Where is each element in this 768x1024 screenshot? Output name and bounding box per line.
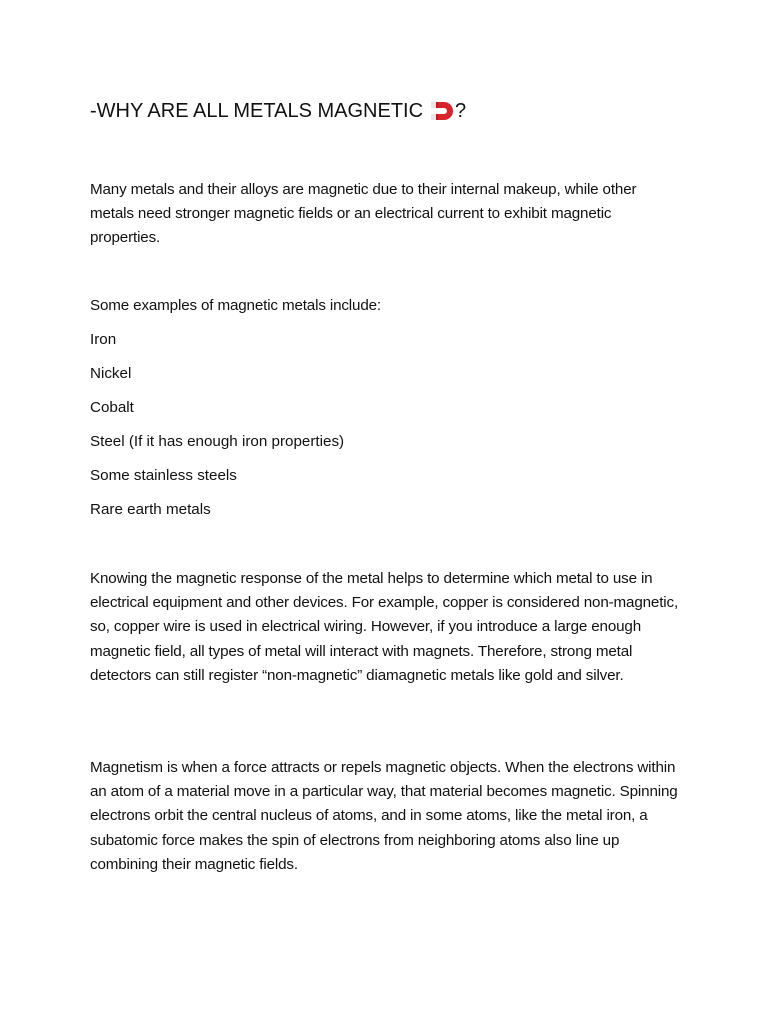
title-suffix: ? bbox=[455, 100, 467, 122]
list-item: Steel (If it has enough iron properties) bbox=[90, 433, 345, 450]
title-text: -WHY ARE ALL METALS MAGNETIC bbox=[90, 100, 424, 122]
list-item: Iron bbox=[90, 331, 117, 348]
paragraph-magnetic-response: Knowing the magnetic response of the metal helps to determine which metal to use in electrical equipment and other devices. For example, copper is considered non-magnetic, so, copper wire is used in electrical wiring. However, if you introduce a large enough magnetic field, all types of metal will interact with magnets. Therefore, strong metal detectors can still register “non-magnetic” diamagnetic metals like gold and silver. bbox=[90, 570, 679, 684]
magnet-icon bbox=[429, 100, 453, 122]
examples-intro: Some examples of magnetic metals include: bbox=[90, 297, 381, 314]
list-item: Cobalt bbox=[90, 399, 134, 416]
list-item: Some stainless steels bbox=[90, 467, 237, 484]
paragraph-magnetism: Magnetism is when a force attracts or repels magnetic objects. When the electrons within an atom of a material move in a particular way, that material becomes magnetic. Spinning electrons orbit the central nucleus of atoms, and in some atoms, like the metal iron, a subatomic force makes the spin of electrons from neighboring atoms also line up combining their magnetic fields. bbox=[90, 759, 678, 873]
examples-list bbox=[90, 328, 344, 532]
list-item: Nickel bbox=[90, 365, 132, 382]
paragraph-intro: Many metals and their alloys are magnetic due to their internal makeup, while other metals need stronger magnetic fields or an electrical current to exhibit magnetic properties. bbox=[90, 181, 637, 247]
list-item: Rare earth metals bbox=[90, 501, 211, 518]
page-title bbox=[90, 96, 466, 126]
